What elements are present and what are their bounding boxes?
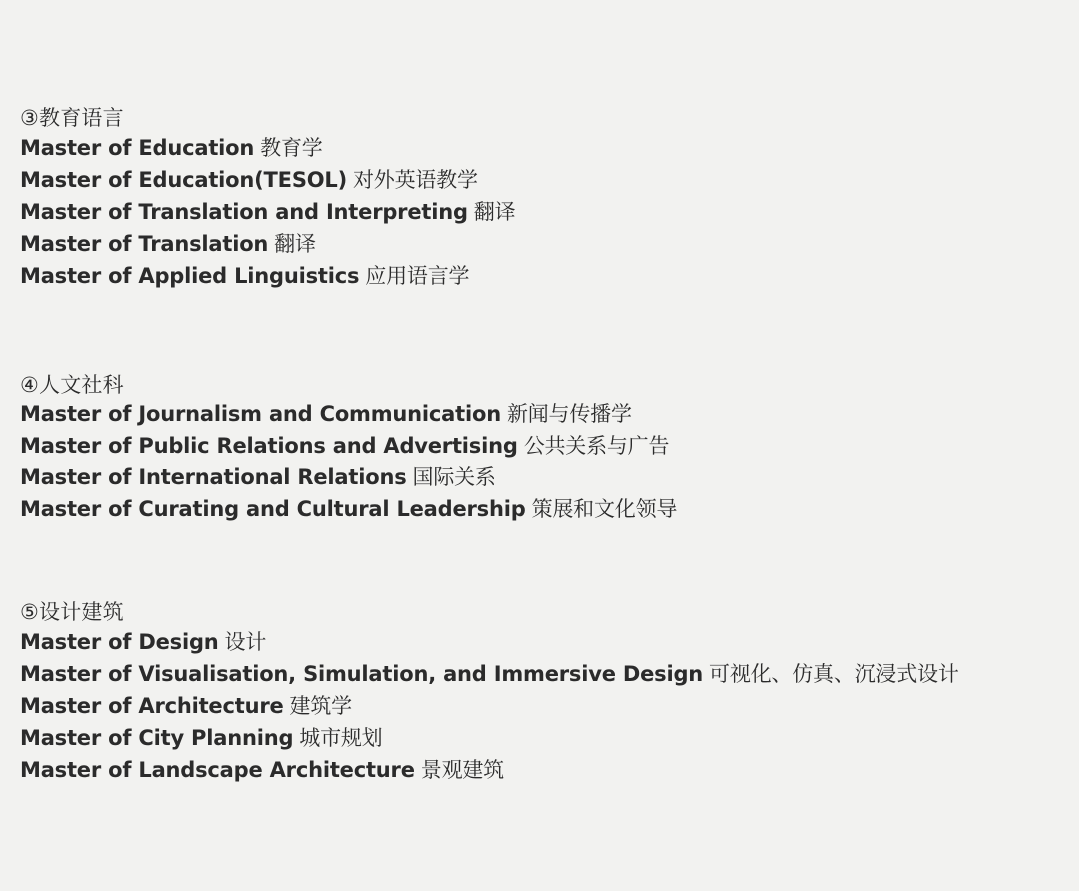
program-item [20,754,1059,786]
program-item [20,690,1059,722]
program-item [20,626,1059,658]
program-name-en: Master of Journalism and Communication [20,402,501,426]
program-name-zh: 景观建筑 [420,758,504,782]
program-name-zh: 城市规划 [299,726,383,750]
program-name-en: Master of Curating and Cultural Leadership [20,496,526,521]
program-name-en: Master of Landscape Architecture [20,758,415,782]
program-name-zh: 对外英语教学 [352,168,478,192]
program-item [20,722,1059,754]
program-name-zh: 策展和文化领导 [531,496,678,521]
program-name-zh: 教育学 [260,136,323,160]
section-humanities-social-sciences [20,371,1059,525]
program-item [20,164,1059,196]
program-name-zh: 公共关系与广告 [523,433,670,458]
program-name-en: Master of Architecture [20,694,284,718]
program-item [20,658,1059,690]
program-name-en: Master of City Planning [20,726,294,750]
section-heading: ④人文社科 [20,373,124,397]
program-name-en: Master of Education [20,136,255,160]
program-item [20,260,1059,292]
program-item [20,462,1059,494]
section-heading: ⑤设计建筑 [20,600,124,624]
program-name-en: Master of Translation [20,232,269,256]
program-name-zh: 翻译 [473,200,516,224]
program-item [20,132,1059,164]
program-name-zh: 新闻与传播学 [506,402,632,426]
program-name-en: Master of Education(TESOL) [20,168,347,192]
program-name-zh: 设计 [224,630,267,654]
program-name-zh: 应用语言学 [365,264,470,288]
program-item [20,431,1059,463]
program-list [20,399,1059,525]
program-name-zh: 可视化、仿真、沉浸式设计 [709,662,959,686]
program-name-en: Master of Design [20,630,219,654]
program-item [20,196,1059,228]
program-list [20,132,1059,292]
section-heading: ③教育语言 [20,106,124,130]
program-name-zh: 建筑学 [289,694,352,718]
program-name-en: Master of Visualisation, Simulation, and Immersive Design [20,662,704,686]
section-design-architecture [20,598,1059,786]
program-item [20,228,1059,260]
program-name-en: Master of International Relations [20,465,407,489]
program-name-en: Master of Applied Linguistics [20,264,360,288]
program-list [20,626,1059,786]
program-name-zh: 国际关系 [412,465,496,489]
program-item [20,399,1059,431]
program-name-en: Master of Public Relations and Advertising [20,433,518,458]
section-education-languages [20,104,1059,292]
program-name-en: Master of Translation and Interpreting [20,200,468,224]
program-item [20,494,1059,526]
program-name-zh: 翻译 [274,232,316,256]
